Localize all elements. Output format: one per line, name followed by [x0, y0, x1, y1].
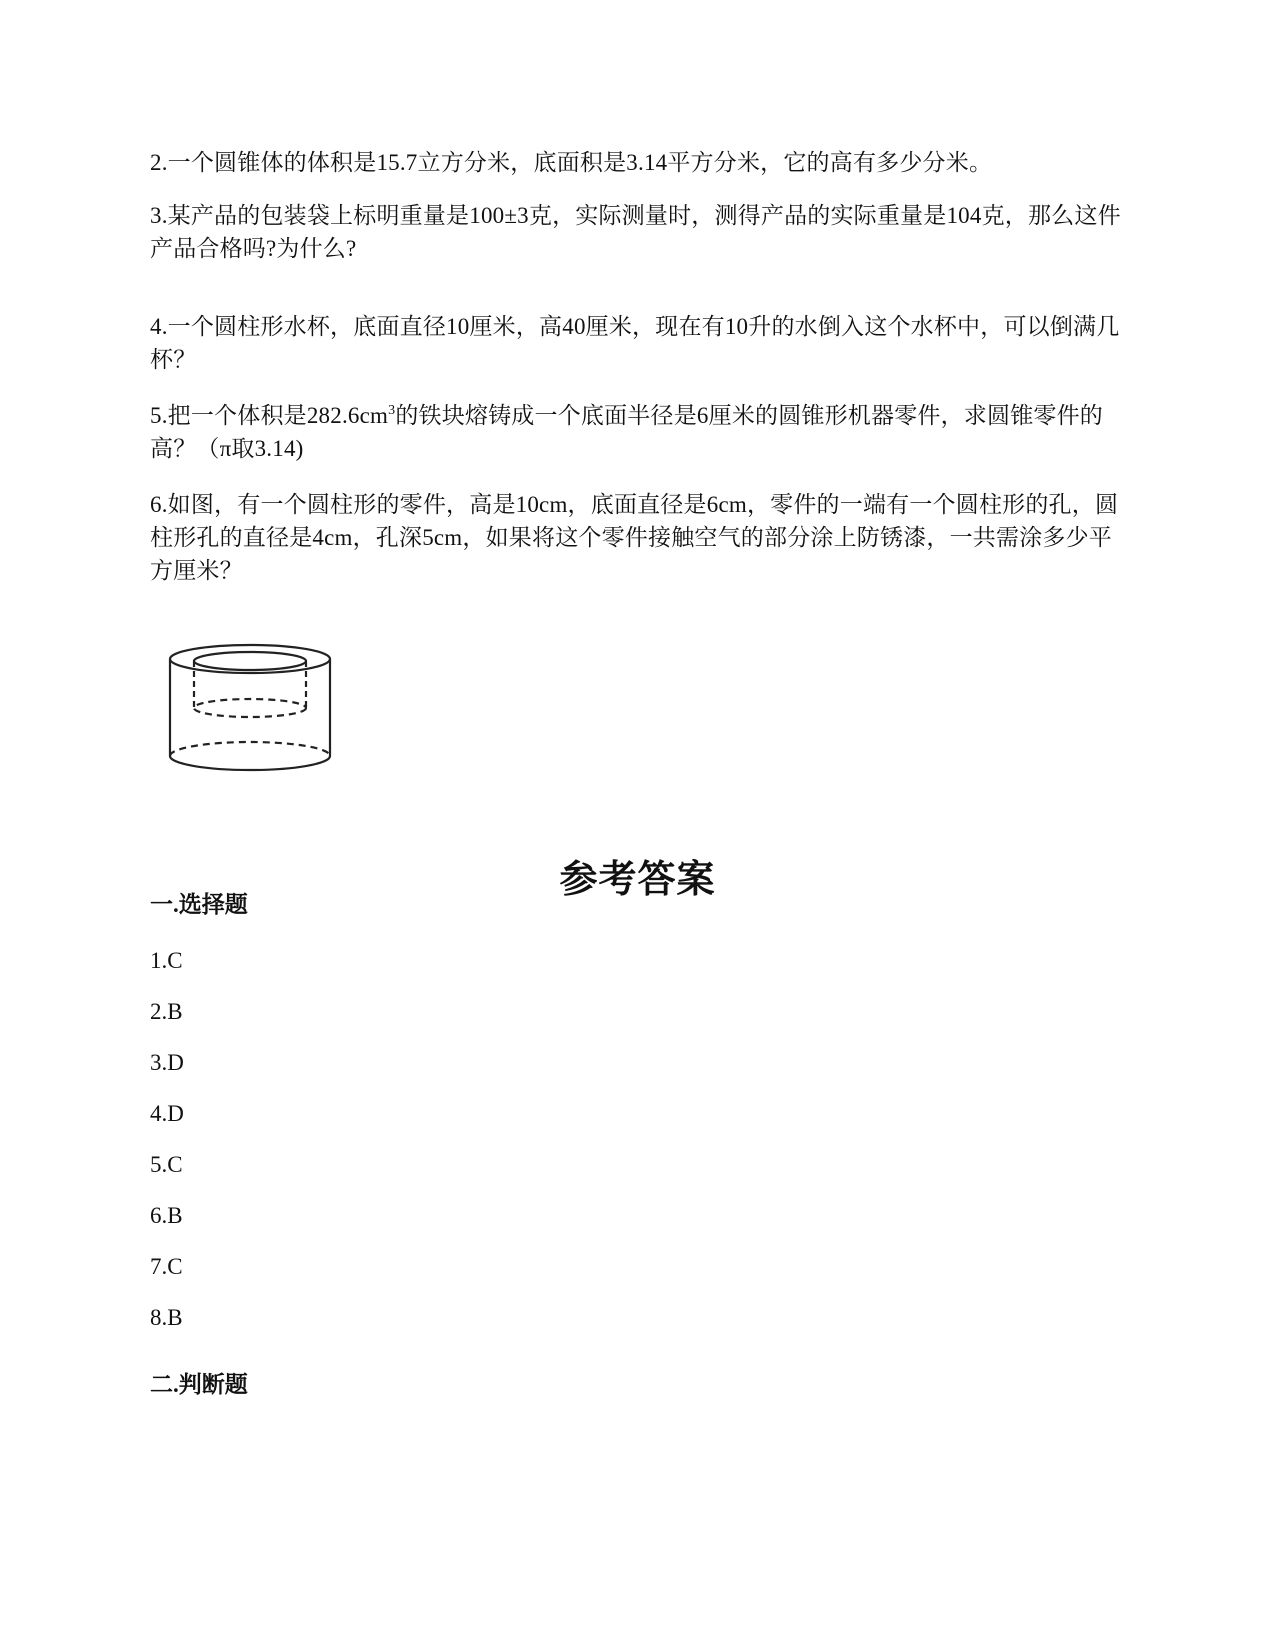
question-5-text-end: 的铁块熔铸成一个底面半径是6厘米的圆锥形机器零件，求圆锥零件的高？（π取3.14) [150, 403, 1104, 461]
outer-bottom-hidden-arc [170, 742, 330, 756]
hole-top-ellipse [194, 652, 306, 670]
section-multiple-choice: 一.选择题 [150, 892, 248, 917]
answer-item: 8.B [150, 1305, 183, 1330]
answer-item: 5.C [150, 1152, 183, 1177]
answer-item: 7.C [150, 1254, 183, 1279]
outer-bottom-front-arc [170, 756, 330, 770]
section-true-false: 二.判断题 [150, 1372, 248, 1397]
question-6: 6.如图，有一个圆柱形的零件，高是10cm，底面直径是6cm，零件的一端有一个圆柱形的孔，圆柱形孔的直径是4cm，孔深5cm，如果将这个零件接触空气的部分涂上防锈漆，一共需涂多少平方厘米？ [150, 492, 1119, 583]
answer-item: 3.D [150, 1050, 184, 1075]
question-3: 3.某产品的包装袋上标明重量是100±3克，实际测量时，测得产品的实际重量是104克，那么这件产品合格吗?为什么? [150, 203, 1121, 261]
answer-key-title: 参考答案 [559, 859, 716, 901]
hole-bottom-ellipse [194, 699, 306, 717]
question-5 [150, 399, 1125, 465]
question-2: 2.一个圆锥体的体积是15.7立方分米，底面积是3.14平方分米，它的高有多少分米。 [150, 150, 993, 175]
answer-item: 6.B [150, 1203, 183, 1228]
question-5-superscript: 3 [388, 403, 396, 418]
answer-item: 2.B [150, 999, 183, 1024]
answer-item: 1.C [150, 948, 183, 973]
answer-item: 4.D [150, 1101, 184, 1126]
cylinder-part-figure [160, 640, 340, 790]
question-4: 4.一个圆柱形水杯，底面直径10厘米，高40厘米，现在有10升的水倒入这个水杯中，可以倒满几杯？ [150, 314, 1120, 372]
question-5-text-start: 5.把一个体积是282.6cm [150, 403, 389, 428]
